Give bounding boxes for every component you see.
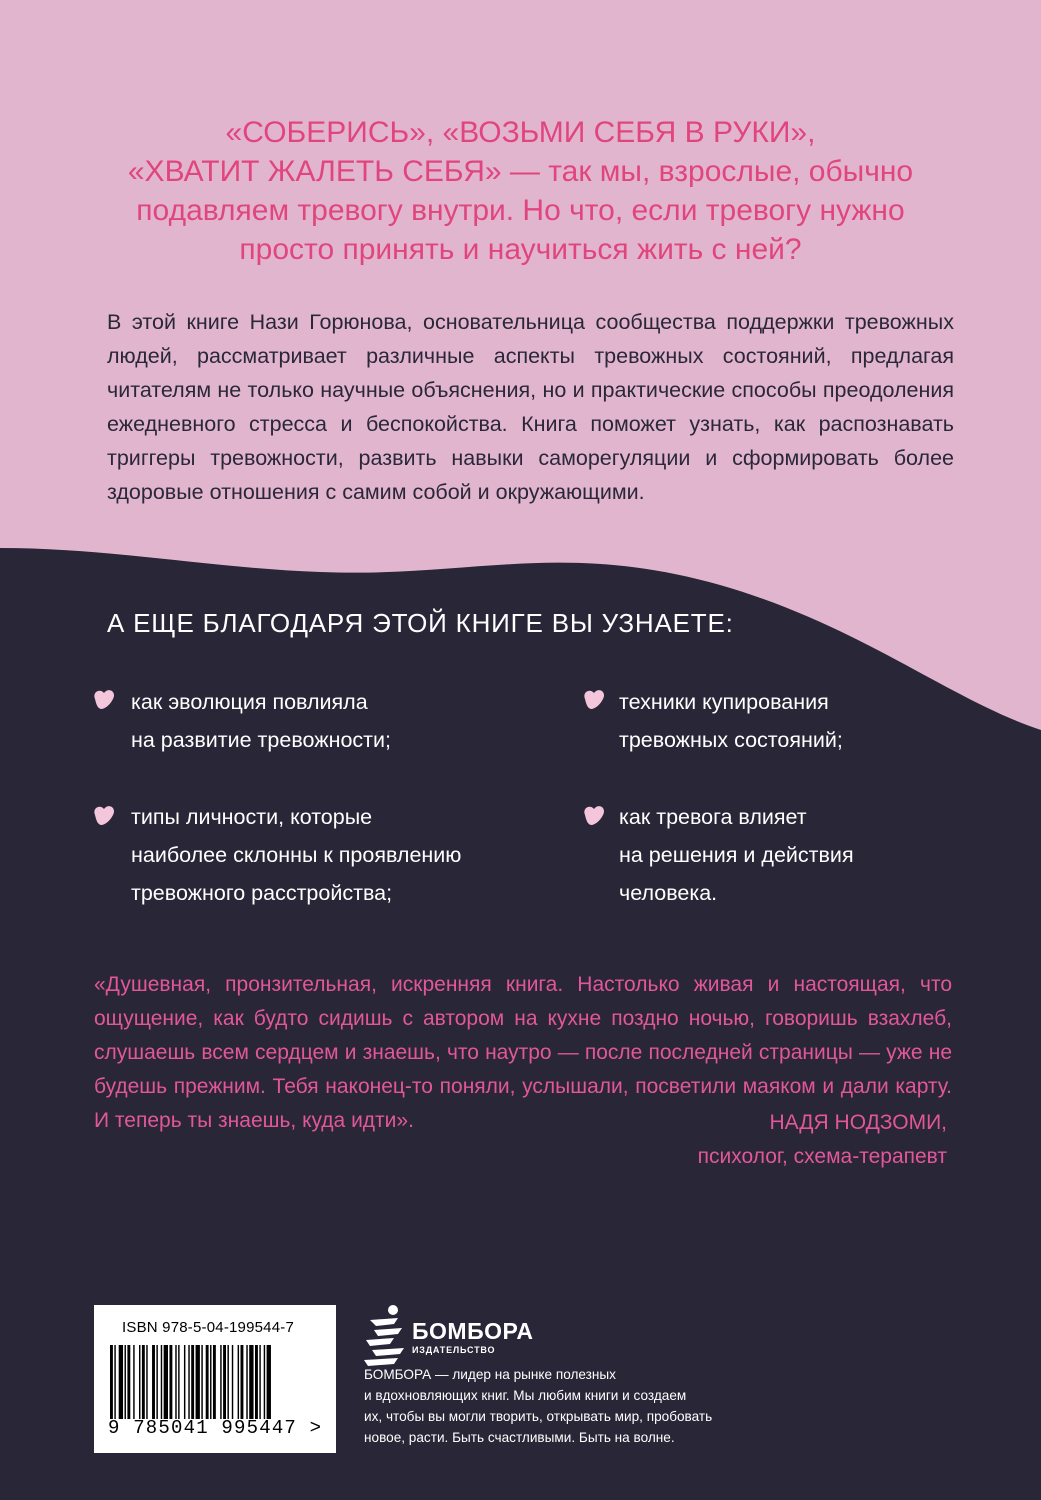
learn-item [131, 798, 521, 912]
barcode-bar [220, 1345, 221, 1419]
learn-item [619, 683, 1009, 759]
publisher-about-line: БОМБОРА — лидер на рынке полезных [364, 1367, 616, 1382]
barcode-bar [152, 1345, 155, 1419]
hook-line: просто принять и научиться жить с ней? [239, 233, 802, 266]
quote-author: НАДЯ НОДЗОМИ, [769, 1111, 947, 1134]
barcode-bar [259, 1345, 260, 1419]
barcode-bar [146, 1345, 147, 1419]
heart-blob-icon [92, 804, 116, 826]
barcode-bar [238, 1345, 239, 1419]
barcode-bar [169, 1345, 172, 1419]
learn-item-line: как тревога влияет [619, 805, 807, 829]
barcode-bar [184, 1345, 185, 1419]
barcode-bar [264, 1345, 265, 1419]
barcode-bar [241, 1345, 244, 1419]
hook-line: «СОБЕРИСЬ», «ВОЗЬМИ СЕБЯ В РУКИ», [225, 116, 816, 149]
learn-item-line: техники купирования [619, 690, 829, 714]
barcode-bar [142, 1345, 145, 1419]
barcode-digits: 9 785041 995447 > [108, 1417, 323, 1439]
learn-heading: А ЕЩЕ БЛАГОДАРЯ ЭТОЙ КНИГЕ ВЫ УЗНАЕТЕ: [107, 608, 734, 638]
barcode-bar [161, 1345, 162, 1419]
barcode-bar [249, 1345, 253, 1419]
barcode-bar [178, 1345, 179, 1419]
barcode-block [94, 1305, 336, 1453]
barcode-bar [175, 1345, 176, 1419]
publisher-about [364, 1364, 784, 1448]
barcode-bar [164, 1345, 168, 1419]
hook-headline [60, 113, 981, 269]
barcode-bar [223, 1345, 226, 1419]
barcode-bar [232, 1345, 233, 1419]
learn-item-line: на развитие тревожности; [131, 728, 392, 752]
hook-line: подавляем тревогу внутри. Но что, если тревогу нужно [136, 194, 905, 227]
publisher-about-line: новое, расти. Быть счастливыми. Быть на волне. [364, 1430, 675, 1445]
book-description: В этой книге Нази Горюнова, основательница сообщества поддержки тревожных людей, рассматривает различные аспекты тревожных состояний, предлагая читателям не только научные объяснения, но и практические способы преодоления ежедневного стресса и беспокойства. Книга поможет узнать, как распознавать триггеры тревожности, развить навыки саморегуляции и сформировать более здоровые отношения с самим собой и окружающими. [107, 310, 954, 504]
heart-blob-icon [92, 688, 116, 710]
learn-item-line: на решения и действия [619, 843, 854, 867]
learn-item-line: типы личности, которые [131, 805, 373, 829]
learn-item [619, 798, 1009, 912]
learn-item-line: наиболее склонны к проявлению [131, 843, 462, 867]
barcode-bar [114, 1345, 115, 1419]
barcode-bar [191, 1345, 194, 1419]
review-quote: «Душевная, пронзительная, искренняя книга. Настолько живая и настоящая, что ощущение, как будто сидишь с автором на кухне поздно ночью, говоришь взахлеб, слушаешь всем сердцем и знаешь, что наутро — после последней страницы — уже не будешь прежним. Тебя наконец-то поняли, услышали, посветили маяком и дали карту. И теперь ты знаешь, куда идти». [94, 973, 952, 1132]
barcode-bar [127, 1345, 130, 1419]
barcode-bar [133, 1345, 134, 1419]
publisher-subtitle: ИЗДАТЕЛЬСТВО [412, 1345, 496, 1355]
barcode-bar [255, 1345, 258, 1419]
barcode-bar [196, 1345, 200, 1419]
publisher-name: БОМБОРА [412, 1318, 534, 1344]
publisher-about-line: и вдохновляющих книг. Мы любим книги и создаем [364, 1388, 687, 1403]
quote-author-role: психолог, схема-терапевт [697, 1145, 947, 1168]
barcode-bar [267, 1345, 271, 1419]
barcode-bar [156, 1345, 157, 1419]
heart-blob-icon [582, 804, 606, 826]
learn-item [131, 683, 521, 759]
barcode-bar [119, 1345, 123, 1419]
learn-item-line: человека. [619, 881, 718, 905]
isbn-number: ISBN 978-5-04-199544-7 [122, 1319, 295, 1336]
barcode-bar [206, 1345, 209, 1419]
barcode-bar [213, 1345, 216, 1419]
barcode-bar [201, 1345, 202, 1419]
learn-item-line: тревожных состояний; [619, 728, 843, 752]
bombora-logo-icon [364, 1304, 408, 1366]
barcode-bar [246, 1345, 247, 1419]
hook-line: «ХВАТИТ ЖАЛЕТЬ СЕБЯ» — так мы, взрослые, обычно [127, 155, 914, 188]
learn-item-line: тревожного расстройства; [131, 881, 393, 905]
publisher-about-line: их, чтобы вы могли творить, открывать мир, пробовать [364, 1409, 713, 1424]
learn-item-line: как эволюция повлияла [131, 690, 368, 714]
barcode-bar [227, 1345, 228, 1419]
barcode-bar [210, 1345, 211, 1419]
barcode-bar [188, 1345, 189, 1419]
barcode-bar [139, 1345, 140, 1419]
barcode-bar [125, 1345, 126, 1419]
barcode-icon [110, 1345, 322, 1419]
heart-blob-icon [582, 688, 606, 710]
barcode-bar [110, 1345, 113, 1419]
